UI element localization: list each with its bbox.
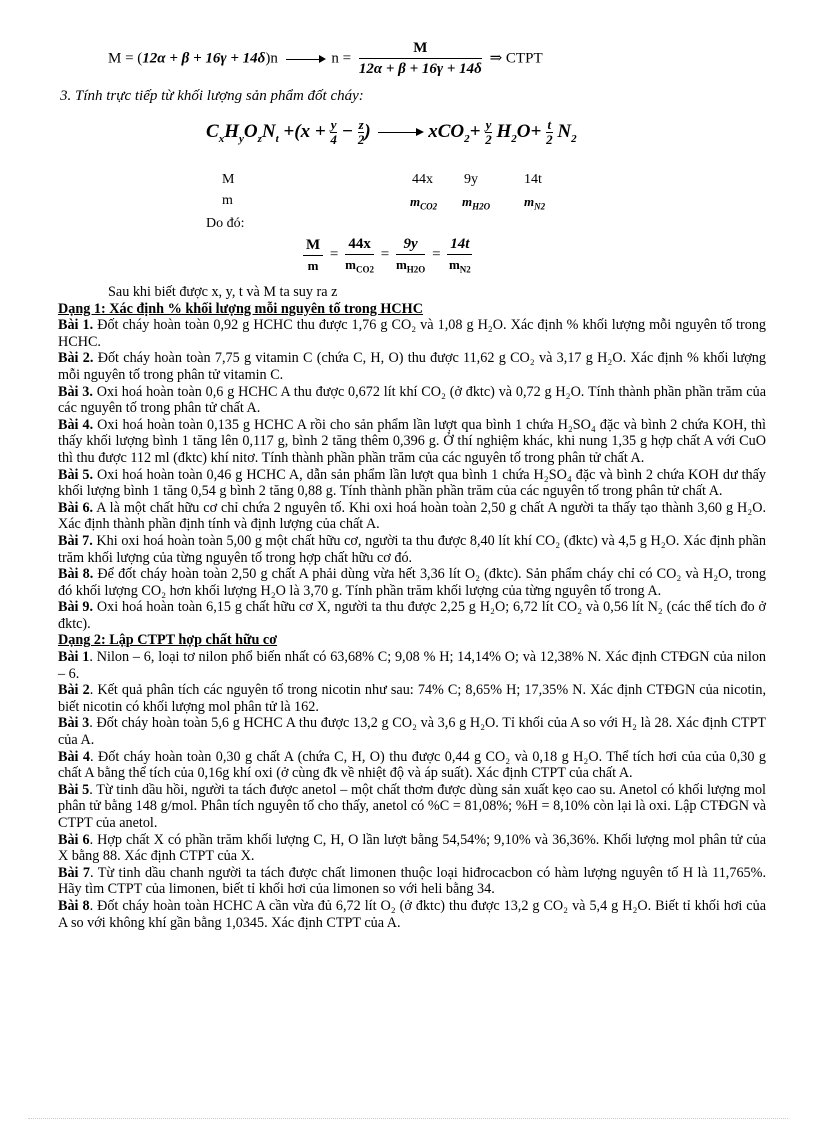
exercise-item <box>58 599 766 632</box>
ratio-num-14t: 14t <box>447 236 472 255</box>
do-do-label: Do đó: <box>206 216 245 231</box>
eq-sign: = <box>329 246 339 263</box>
exercise-label: Bài 1 <box>58 649 90 666</box>
exercise-body: Đốt cháy hoàn toàn 7,75 g vitamin C (chứa C, H, O) thu được 11,62 g CO₂ và 3,17 g H₂O. Xác định % khối lượng mỗi nguyên tố trong phân tử vitamin C. <box>58 350 766 383</box>
dang1-list <box>58 317 766 632</box>
y2-num: y <box>485 117 492 132</box>
ratio-equation <box>300 236 475 275</box>
ratio-frac-h2o <box>396 236 425 275</box>
exercise-body: . Kết quả phân tích các nguyên tố trong nicotin như sau: 74% C; 8,65% H; 17,35% N. Xác định CTĐGN của nicotin, biết nicotin có khối lượng mol phân tử là 162. <box>58 682 766 715</box>
exercise-item <box>58 649 766 682</box>
t2-num: t <box>547 117 552 132</box>
exercise-body: Để đốt cháy hoàn toàn 2,50 g chất A phải dùng vừa hết 3,36 lít O₂ (đktc). Sản phẩm cháy chỉ có CO₂ và H₂O, trong đó khối lượng CO₂ hơn khối lượng H₂O là 3,70 g. Tính phần trăm khối lượng của từng nguyên tố trong A. <box>58 566 767 599</box>
exercise-body: . Từ tinh dầu hồi, người ta tách được anetol – một chất thơm được dùng sản xuất kẹo cao su. Anetol có khối lượng mol phân tử bằng 148 g/mol. Phân tích nguyên tố cho thấy, anetol có %C = 81,08%; %H = 8,10% còn lại là oxi. Lập CTĐGN và CTPT của anetol. <box>58 781 767 831</box>
exercise-item <box>58 566 766 599</box>
exercise-label: Bài 6 <box>58 831 90 848</box>
page-bottom-dotted-line <box>28 1118 788 1119</box>
exercise-label: Bài 5 <box>58 781 90 798</box>
exercise-body: . Từ tinh dầu chanh người ta tách được chất limonen thuộc loại hiđrocacbon có hàm lượng nguyên tố H là 11,765%. Hãy tìm CTPT của limonen, biết tỉ khối hơi của limonen so với heli bằng 34. <box>58 864 766 898</box>
row-label-m: m <box>222 193 233 208</box>
after-ratio-text: Sau khi biết được x, y, t và M ta suy ra z <box>108 284 338 300</box>
ratio-den-m: m <box>307 257 319 273</box>
exercise-body: Oxi hoá hoàn toàn 6,15 g chất hữu cơ X, người ta thu được 2,25 g H₂O; 6,72 lít CO₂ và 0,56 lít N₂ (các thể tích đo ở đktc). <box>58 599 767 632</box>
exercise-label: Bài 1. <box>58 317 94 334</box>
ratio-den-mco2: $m_{CO2}$ <box>345 257 374 275</box>
section-3-title: 3. Tính trực tiếp từ khối lượng sản phẩm đốt cháy: <box>60 88 364 104</box>
exercise-label: Bài 7. <box>58 532 93 549</box>
ratio-den-mh2o: $m_{H2O}$ <box>395 257 426 275</box>
t2-den: 2 <box>546 132 553 147</box>
exercise-item <box>58 682 766 715</box>
exercise-item <box>58 898 766 931</box>
exercise-label: Bài 6. <box>58 499 94 516</box>
exercise-label: Bài 8 <box>58 897 90 914</box>
exercise-label: Bài 2 <box>58 682 90 699</box>
exercise-body: . Đốt cháy hoàn toàn 0,30 g chất A (chứa C, H, O) thu được 0,44 g CO₂ và 0,18 g H₂O. Thể tích hơi của của 0,30 g chất A bằng thể tích của 0,16g khí oxi (ở cùng đk về nhiệt độ và áp suất). Xác định CTPT của chất A. <box>58 748 766 782</box>
reaction-minus: − <box>341 120 354 142</box>
ratio-frac-M-m <box>303 237 323 274</box>
y4-den: 4 <box>330 132 337 147</box>
formula-n-eq: n = <box>331 50 352 67</box>
product-h2o: $H_2O+$ <box>496 120 542 145</box>
exercise-label: Bài 4 <box>58 748 91 765</box>
exercise-item <box>58 533 766 566</box>
fraction-y2 <box>485 118 492 147</box>
formula-lhs: M = ( <box>108 50 143 67</box>
row-val-mn2: $m_{N2}$ <box>524 194 546 212</box>
exercise-body: . Đốt cháy hoàn toàn 5,6 g HCHC A thu được 13,2 g CO₂ và 3,6 g H₂O. Tỉ khối của A so với H₂ là 28. Xác định CTPT của A. <box>58 715 767 749</box>
eq-sign: = <box>432 246 441 263</box>
exercise-item <box>58 749 766 782</box>
combustion-reaction <box>206 118 577 147</box>
dang2-title: Dạng 2: Lập CTPT hợp chất hữu cơ <box>58 632 278 649</box>
formula-expr: 12α + β + 16γ + 14δ <box>142 50 266 67</box>
exercise-item <box>58 832 766 865</box>
exercise-label: Bài 3 <box>58 715 90 732</box>
exercise-item <box>58 417 766 467</box>
exercise-item <box>58 865 766 898</box>
reaction-close: ) <box>364 120 371 142</box>
ratio-num-M: M <box>303 237 323 256</box>
ratio-num-44x: 44x <box>345 236 374 255</box>
exercise-label: Bài 8. <box>58 566 94 583</box>
reaction-plus: +(x + <box>283 120 326 142</box>
y4-num: y <box>330 117 337 132</box>
reactant: $C_xH_yO_zN_t$ <box>206 120 279 145</box>
exercise-body: . Nilon – 6, loại tơ nilon phổ biến nhất có 63,68% C; 9,08 % H; 14,14% O; và 12,38% N. Xác định CTĐGN của nilon – 6. <box>58 649 767 682</box>
exercise-label: Bài 7 <box>58 864 91 881</box>
exercise-item <box>58 350 766 383</box>
row-label-M: M <box>222 172 235 187</box>
fraction-denominator: 12α + β + 16γ + 14δ <box>358 61 482 77</box>
reaction-arrow-icon <box>378 132 422 133</box>
exercise-label: Bài 4. <box>58 416 94 433</box>
exercise-label: Bài 5. <box>58 466 94 483</box>
ratio-frac-n2 <box>447 236 472 275</box>
formula-rhs-n: )n <box>265 50 278 67</box>
exercise-label: Bài 2. <box>58 350 94 367</box>
fraction-numerator: M <box>359 40 482 59</box>
z2-den: 2 <box>357 132 365 147</box>
fraction-y4 <box>330 118 337 147</box>
row-val-9y: 9y <box>464 172 478 187</box>
ratio-frac-co2 <box>345 236 374 275</box>
exercise-label: Bài 9. <box>58 599 94 616</box>
exercise-item <box>58 384 766 417</box>
exercise-item <box>58 715 766 748</box>
exercise-body: A là một chất hữu cơ chỉ chứa 2 nguyên tố. Khi oxi hoá hoàn toàn 2,50 g chất A người ta thấy tạo thành 3,60 g H₂O. Xác định thành phần định tính và định lượng của chất A. <box>58 499 767 533</box>
exercise-body: Oxi hoá hoàn toàn 0,46 g HCHC A, dẫn sản phẩm lần lượt qua bình 1 chứa H₂SO₄ đặc và bình 2 chứa KOH dư thấy khối lượng bình 1 tăng 0,54 g bình 2 tăng 0,88 g. Tính thành phần phần trăm của các nguyên tố trong phân tử chất A. <box>58 466 766 500</box>
exercise-body: . Hợp chất X có phần trăm khối lượng C, H, O lần lượt bằng 54,54%; 9,10% và 36,36%. Khối lượng mol phân tử của X bằng 88. Xác định CTPT của X. <box>58 831 767 865</box>
formula-result: ⇒ CTPT <box>489 50 543 67</box>
exercise-body: Đốt cháy hoàn toàn 0,92 g HCHC thu được 1,76 g CO₂ và 1,08 g H₂O. Xác định % khối lượng mỗi nguyên tố trong HCHC. <box>58 317 767 350</box>
row-val-44x: 44x <box>412 172 433 187</box>
ratio-num-9y: 9y <box>396 236 425 255</box>
row-val-14t: 14t <box>524 172 542 187</box>
dang1-title: Dạng 1: Xác định % khối lượng mỗi nguyên tố trong HCHC <box>58 300 423 317</box>
exercise-text <box>58 284 766 931</box>
exercise-item <box>58 317 766 350</box>
exercise-body: Khi oxi hoá hoàn toàn 5,00 g một chất hữu cơ, người ta thu được 8,40 lít khí CO₂ (đktc) và 4,5 g H₂O. Xác định phần trăm khối lượng của từng nguyên tố trong hợp chất hữu cơ đó. <box>58 532 767 566</box>
product-co2: xCO$_2$+ <box>428 120 481 145</box>
eq-sign: = <box>380 246 390 263</box>
exercise-item <box>58 467 766 500</box>
product-n2: $N_2$ <box>557 120 577 145</box>
exercise-item <box>58 500 766 533</box>
formula-fraction <box>359 40 482 78</box>
exercise-body: . Đốt cháy hoàn toàn HCHC A cần vừa đủ 6,72 lít O₂ (ở đktc) thu được 13,2 g CO₂ và 5,4 g H₂O. Biết tỉ khối hơi của A so với không khí gần bằng 1,0345. Xác định CTPT của A. <box>58 897 767 931</box>
row-val-mh2o: $m_{H2O}$ <box>462 194 491 212</box>
row-val-mco2: $m_{CO2}$ <box>410 194 438 212</box>
arrow-icon <box>286 59 324 60</box>
dang2-list <box>58 649 766 931</box>
exercise-body: Oxi hoá hoàn toàn 0,6 g HCHC A thu được 0,672 lít khí CO₂ (ở đktc) và 0,72 g H₂O. Tính thành phần phần trăm của các nguyên tố trong phân tử chất A. <box>58 383 766 417</box>
formula-molar-mass <box>108 40 543 78</box>
exercise-label: Bài 3. <box>58 383 93 400</box>
fraction-t2 <box>546 118 553 147</box>
exercise-body: Oxi hoá hoàn toàn 0,135 g HCHC A rồi cho sản phẩm lần lượt qua bình 1 chứa H₂SO₄ đặc và bình 2 chứa KOH, thì thấy khối lượng bình 1 tăng lên 0,117 g, bình 2 tăng thêm 0,396 g. Ở thí nghiệm khác, khi nung 1,35 g hợp chất A với CuO thì thu được 112 ml (đktc) khí nitơ. Tính thành phần phần trăm của các nguyên tố trong phân tử chất A. <box>58 416 766 466</box>
exercise-item <box>58 782 766 832</box>
z2-num: z <box>358 117 364 132</box>
y2-den: 2 <box>485 132 492 147</box>
ratio-den-mn2: $m_{N2}$ <box>448 257 471 275</box>
